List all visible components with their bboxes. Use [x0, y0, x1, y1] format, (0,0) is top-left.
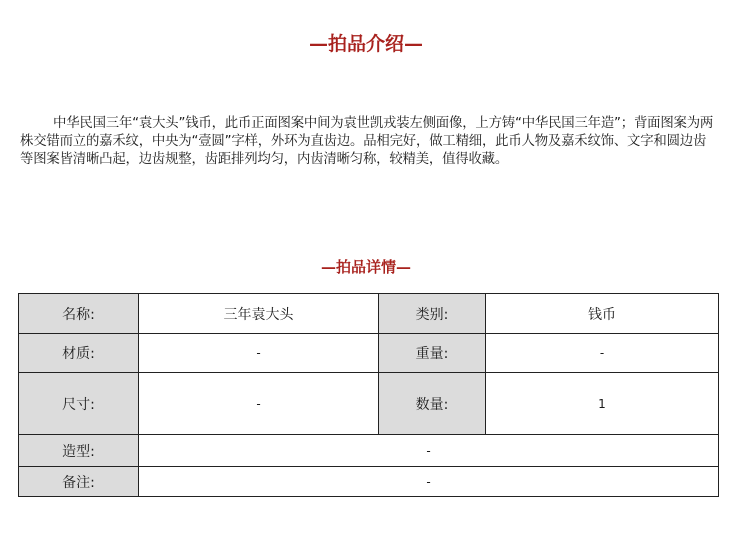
value-size: -: [139, 373, 379, 435]
label-quantity: 数量:: [379, 373, 486, 435]
value-material: -: [139, 334, 379, 373]
value-quantity: 1: [486, 373, 719, 435]
label-shape: 造型:: [19, 435, 139, 467]
value-shape: -: [139, 435, 719, 467]
label-name: 名称:: [19, 294, 139, 334]
table-row-remarks: [19, 467, 719, 497]
value-remarks: -: [139, 467, 719, 497]
label-size: 尺寸:: [19, 373, 139, 435]
label-category: 类别:: [379, 294, 486, 334]
details-section-title: —拍品详情—: [320, 258, 411, 276]
intro-section-title: —拍品介绍—: [308, 33, 423, 55]
label-weight: 重量:: [379, 334, 486, 373]
value-category: 钱币: [486, 294, 719, 334]
table-row-material: [19, 334, 719, 373]
value-weight: -: [486, 334, 719, 373]
table-row-name: [19, 294, 719, 334]
details-table: [18, 293, 719, 497]
value-name: 三年袁大头: [139, 294, 379, 334]
label-remarks: 备注:: [19, 467, 139, 497]
intro-paragraph: 中华民国三年“袁大头”钱币，此币正面图案中间为袁世凯戎装左侧面像，上方铸“中华民国三年造”；背面图案为两株交错而立的嘉禾纹，中央为“壹圆”字样，外环为直齿边。品相完好，做工精细，此币人物及嘉禾纹饰、文字和圆边齿等图案皆清晰凸起，边齿规整，齿距排列均匀，内齿清晰匀称，较精美，值得收藏。: [20, 116, 714, 167]
label-material: 材质:: [19, 334, 139, 373]
table-row-shape: [19, 435, 719, 467]
table-row-size: [19, 373, 719, 435]
